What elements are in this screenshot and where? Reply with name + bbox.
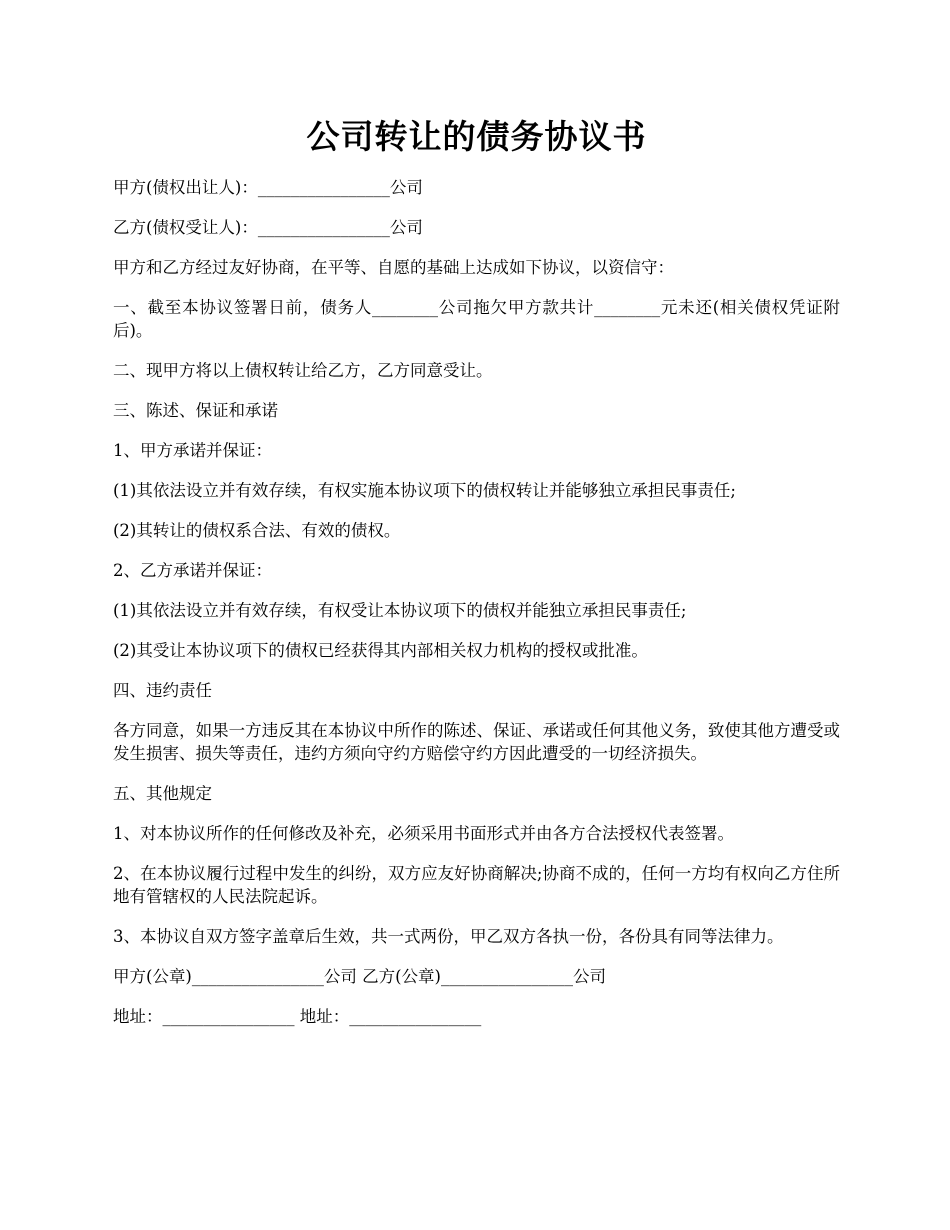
section-5-item-1: 1、对本协议所作的任何修改及补充，必须采用书面形式并由各方合法授权代表签署。 bbox=[113, 824, 734, 843]
clause-1: 一、截至本协议签署日前，债务人________公司拖欠甲方款共计________元未还(相关债权凭证附后)。 bbox=[113, 298, 840, 340]
section-4-body: 各方同意，如果一方违反其在本协议中所作的陈述、保证、承诺或任何其他义务，致使其他方遭受或发生损害、损失等责任，违约方须向守约方赔偿守约方因此遭受的一切经济损失。 bbox=[113, 721, 840, 763]
clause-2: 二、现甲方将以上债权转让给乙方，乙方同意受让。 bbox=[113, 361, 493, 380]
section-3-item-2-sub-1: (1)其依法设立并有效存续，有权受让本协议项下的债权并能独立承担民事责任; bbox=[113, 601, 687, 620]
section-3-heading: 三、陈述、保证和承诺 bbox=[113, 401, 278, 420]
party-a-line: 甲方(债权出让人)：________________公司 bbox=[113, 178, 423, 197]
section-3-item-1: 1、甲方承诺并保证： bbox=[113, 441, 272, 460]
preamble: 甲方和乙方经过友好协商，在平等、自愿的基础上达成如下协议，以资信守： bbox=[113, 258, 674, 277]
section-3-item-1-sub-2: (2)其转让的债权系合法、有效的债权。 bbox=[113, 521, 401, 540]
section-3-item-2: 2、乙方承诺并保证： bbox=[113, 561, 272, 580]
section-3-item-2-sub-2: (2)其受让本协议项下的债权已经获得其内部相关权力机构的授权或批准。 bbox=[113, 641, 648, 660]
section-3-item-1-sub-1: (1)其依法设立并有效存续，有权实施本协议项下的债权转让并能够独立承担民事责任; bbox=[113, 481, 736, 500]
section-4-heading: 四、违约责任 bbox=[113, 681, 212, 700]
party-b-line: 乙方(债权受让人)：________________公司 bbox=[113, 218, 423, 237]
document-title: 公司转让的债务协议书 bbox=[306, 117, 647, 156]
address-line: 地址：________________ 地址：________________ bbox=[113, 1007, 482, 1026]
document-page bbox=[113, 112, 840, 1045]
section-5-heading: 五、其他规定 bbox=[113, 784, 212, 803]
section-5-item-2: 2、在本协议履行过程中发生的纠纷，双方应友好协商解决;协商不成的，任何一方均有权向乙方住所地有管辖权的人民法院起诉。 bbox=[113, 864, 840, 906]
signature-line: 甲方(公章)________________公司 乙方(公章)________________公司 bbox=[113, 967, 606, 986]
section-5-item-3: 3、本协议自双方签字盖章后生效，共一式两份，甲乙双方各执一份，各份具有同等法律力。 bbox=[113, 927, 784, 946]
